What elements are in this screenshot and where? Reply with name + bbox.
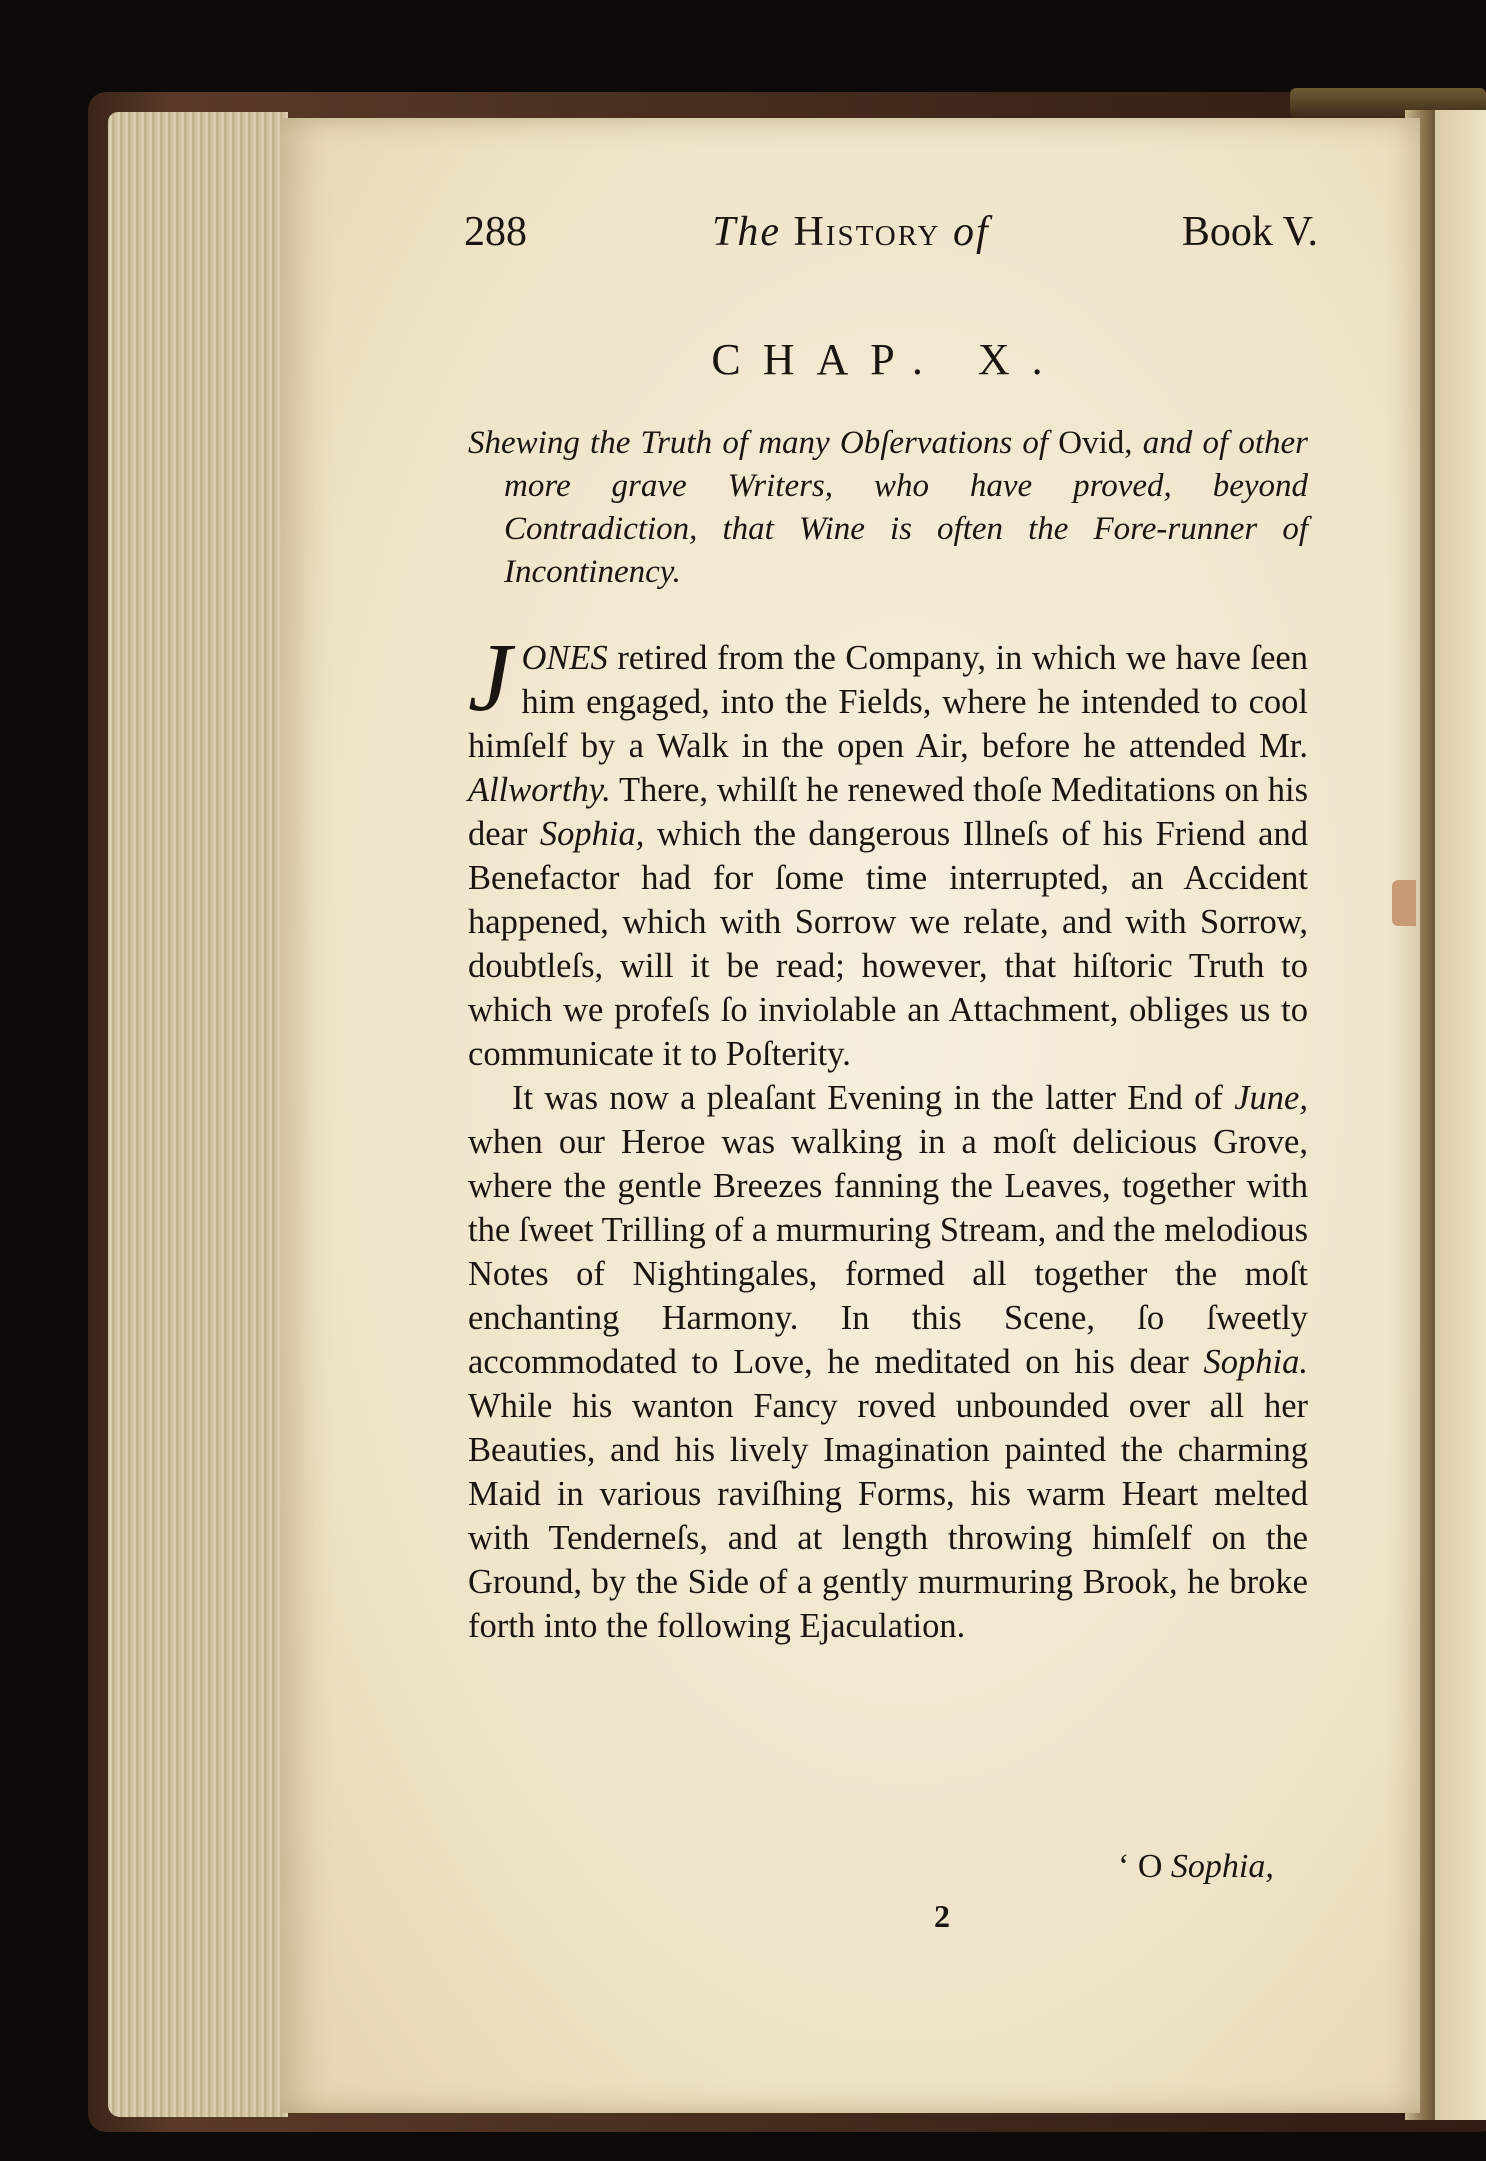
running-book: Book V. — [1181, 209, 1318, 255]
p1-sophia: Sophia, — [539, 815, 645, 853]
p1-text-b: There, whilſt he renewed thoſe Meditations on his dear — [468, 771, 1308, 853]
summary-part-1: Shewing the Truth of many Obſervations of — [468, 425, 1059, 461]
paragraph-1 — [468, 624, 1308, 1076]
p2-june: June, — [1234, 1079, 1308, 1117]
page-edges — [108, 112, 288, 2117]
p1-text-c: which the dangerous Illneſs of his Friend and Benefactor had for ſome time interrupted, an Accident happened, which with Sorrow we relate, and with Sorrow, doubtleſs, will it be read; however, that hiſtoric Truth to which we profeſs ſo inviolable an Attachment, obliges us to communicate it to Poſterity. — [468, 815, 1308, 1073]
catchword-quote: ‘ O — [1118, 1848, 1171, 1885]
page-tab — [1392, 880, 1416, 926]
summary-part-2: and of other more grave Writers, who have proved, beyond Contradiction, that Wine is often the Fore-runner of Incontinency. — [504, 425, 1308, 590]
drop-cap-rest: ONES — [521, 639, 608, 677]
page-number: 288 — [464, 209, 527, 255]
p2-text-a: It was now a pleaſant Evening in the latter End of — [512, 1079, 1235, 1117]
p1-allworthy: Allworthy. — [468, 771, 611, 809]
chapter-heading: CHAP. X. — [711, 335, 1065, 384]
running-title-of: of — [952, 209, 990, 255]
drop-cap: J — [468, 624, 512, 732]
running-title — [712, 208, 990, 256]
catchword-name: Sophia, — [1170, 1848, 1274, 1885]
facing-page-edge — [1430, 110, 1486, 2120]
catchword — [1118, 1848, 1274, 1886]
p2-text-c: While his wanton Fancy roved unbounded over all her Beauties, and his lively Imagination painted the charming Maid in various raviſhing Forms, his warm Heart melted with Tenderneſs, and at length throwing himſelf on the Ground, by the Side of a gently murmuring Brook, he broke forth into the following Ejaculation. — [468, 1387, 1308, 1645]
chapter-body — [468, 624, 1308, 1648]
signature-mark: 2 — [934, 1898, 950, 1934]
p2-text-b: when our Heroe was walking in a moſt delicious Grove, where the gentle Breezes fanning the Leaves, together with the ſweet Trilling of a murmuring Stream, and the melodious Notes of Nightingales, formed all together the moſt enchanting Harmony. In this Scene, ſo ſweetly accommodated to Love, he meditated on his dear — [468, 1123, 1308, 1381]
running-head — [464, 208, 1318, 264]
p1-text-a: retired from the Company, in which we have ſeen him engaged, into the Fields, where he intended to cool himſelf by a Walk in the open Air, before he attended Mr. — [468, 639, 1308, 765]
chapter-summary — [468, 422, 1308, 594]
p2-sophia: Sophia. — [1203, 1343, 1308, 1381]
summary-ovid: Ovid, — [1058, 425, 1133, 461]
page-text — [464, 208, 1318, 1648]
running-title-the: The — [712, 209, 781, 255]
running-title-history: History — [793, 209, 941, 255]
paragraph-2 — [468, 1076, 1308, 1648]
